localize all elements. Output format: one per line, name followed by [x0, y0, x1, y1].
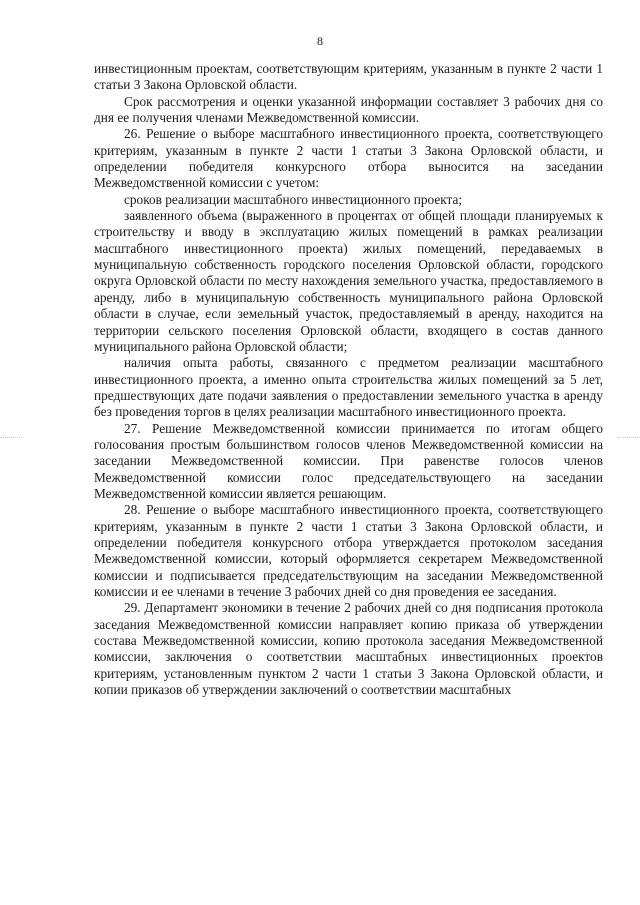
scan-edge-mark-right: [618, 437, 640, 439]
scan-edge-mark-left: [0, 437, 22, 439]
paragraph-review-period: Срок рассмотрения и оценки указанной информации составляет 3 рабочих дня со дня ее получения членами Межведомственной комиссии.: [94, 93, 603, 126]
paragraph-27: 27. Решение Межведомственной комиссии принимается по итогам общего голосования простым большинством голосов членов Межведомственной комиссии на заседании Межведомственной комиссии. При равенстве голосов членов Межведомственной комиссии голос председательствующего на заседании Межведомственной комиссии является решающим.: [94, 420, 603, 501]
paragraph-29: 29. Департамент экономики в течение 2 рабочих дней со дня подписания протокола заседания Межведомственной комиссии направляет копию приказа об утверждении состава Межведомственной комиссии, копию протокола заседания Межведомственной комиссии, заключения о соответствии масштабных инвестиционных проектов критериям, установленным пунктом 2 части 1 статьи 3 Закона Орловской области, и копии приказов об утверждении заключений о соответствии масштабных: [94, 600, 603, 698]
paragraph-26: 26. Решение о выборе масштабного инвестиционного проекта, соответствующего критериям, указанным в пункте 2 части 1 статьи 3 Закона Орловской области, и определении победителя конкурсного отбора выносится на заседании Межведомственной комиссии с учетом:: [94, 126, 603, 191]
paragraph-26-item-experience: наличия опыта работы, связанного с предметом реализации масштабного инвестиционного проекта, а именно опыта строительства жилых помещений за 5 лет, предшествующих дате подачи заявления о предоставлении земельного участка в аренду без проведения торгов в целях реализации масштабного инвестиционного проекта.: [94, 355, 603, 420]
paragraph-26-item-volume: заявленного объема (выраженного в процентах от общей площади планируемых к строительству и вводу в эксплуатацию жилых помещений в рамках реализации масштабного инвестиционного проекта) жилых помещений, передаваемых в муниципальную собственность городского поселения Орловской области, городского округа Орловской области по месту нахождения земельного участка, предоставляемого в аренду, либо в муниципальную собственность муниципального района Орловской области в случае, если земельный участок, предоставляемый в аренду, находится на территории сельского поселения Орловской области, входящего в состав данного муниципального района Орловской области;: [94, 208, 603, 354]
paragraph-continuation: инвестиционным проектам, соответствующим критериям, указанным в пункте 2 части 1 статьи 3 Закона Орловской области.: [94, 61, 603, 93]
paragraph-28: 28. Решение о выборе масштабного инвестиционного проекта, соответствующего критериям, указанным в пункте 2 части 1 статьи 3 Закона Орловской области, и определении победителя конкурсного отбора утверждается протоколом заседания Межведомственной комиссии, который оформляется секретарем Межведомственной комиссии и подписывается председательствующим на заседании Межведомственной комиссии и ее членами в течение 3 рабочих дней со дня проведения ее заседания.: [94, 502, 603, 599]
document-body: [94, 61, 603, 698]
page-number: 8: [317, 34, 323, 48]
paragraph-26-item-deadlines: сроков реализации масштабного инвестиционного проекта;: [124, 191, 463, 207]
